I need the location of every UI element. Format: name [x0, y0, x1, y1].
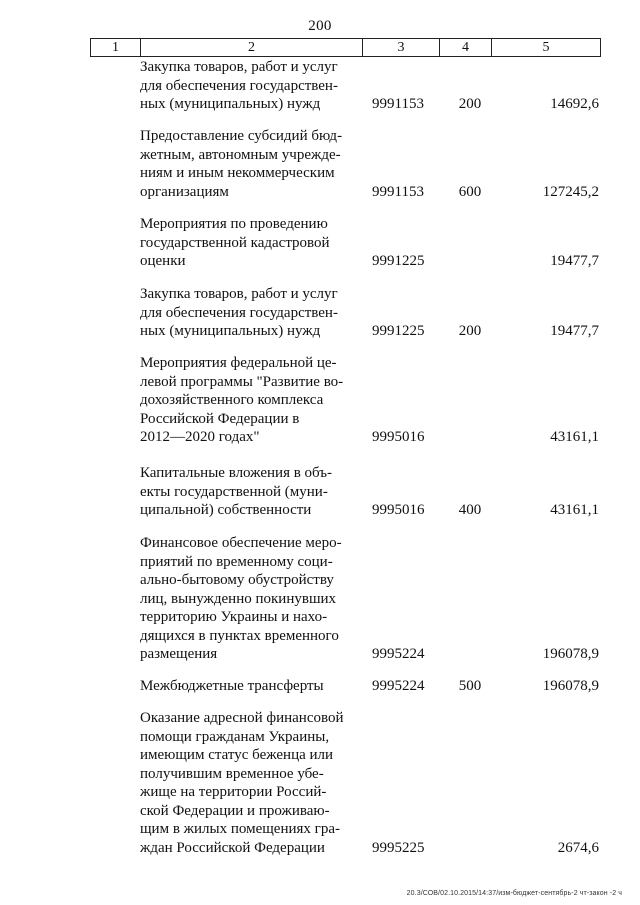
column-number-5: 5 — [492, 39, 601, 57]
description-line: Мероприятия по проведению — [140, 216, 328, 232]
row-description — [140, 285, 347, 341]
description-line: государственной кадастровой — [140, 234, 330, 251]
description-line: Закупка товаров, работ и услуг — [140, 59, 338, 75]
row-amount: 19477,7 — [550, 253, 599, 269]
description-line: щим в жилых помещениях гра- — [140, 821, 340, 837]
description-line: Российской Федерации в — [140, 410, 300, 427]
description-line: лиц, вынужденно покинувших — [140, 590, 337, 607]
description-line: ской Федерации и проживаю- — [140, 802, 330, 819]
row-description — [140, 709, 347, 857]
row-code: 9991153 — [372, 96, 424, 112]
description-line: ждан Российской Федерации — [140, 839, 325, 856]
description-line: организациям — [140, 183, 229, 200]
description-line: жетным, автономным учрежде- — [140, 146, 341, 163]
description-line: дохозяйственного комплекса — [140, 392, 324, 408]
row-description — [140, 534, 347, 664]
row-code: 9991225 — [372, 323, 425, 339]
row-description — [140, 127, 347, 201]
description-line: ниям и иным некоммерческим — [140, 165, 335, 181]
row-description — [140, 215, 347, 271]
row-expense-type: 600 — [458, 183, 482, 200]
description-line: имеющим статус беженца или — [140, 747, 334, 763]
description-line: Межбюджетные трансферты — [140, 678, 324, 694]
row-amount: 19477,7 — [550, 323, 599, 339]
description-line: ных (муниципальных) нужд — [140, 96, 321, 112]
row-expense-type: 400 — [458, 502, 482, 518]
column-header-table — [90, 38, 601, 57]
description-line: 2012—2020 годах" — [140, 429, 260, 445]
description-line: оценки — [140, 253, 186, 269]
description-line: ципальной) собственности — [140, 502, 312, 518]
description-line: ных (муниципальных) нужд — [140, 323, 321, 339]
row-description — [140, 677, 347, 696]
description-line: Предоставление субсидий бюд- — [140, 128, 343, 144]
column-number-4: 4 — [440, 39, 492, 57]
description-line: Мероприятия федеральной це- — [140, 355, 337, 371]
description-line: получившим временное убе- — [140, 765, 324, 782]
row-amount: 43161,1 — [550, 502, 599, 518]
row-expense-type: 200 — [458, 323, 482, 339]
description-line: помощи гражданам Украины, — [140, 728, 330, 745]
footer-note: 20.3/СОВ/02.10.2015/14:37/изм-бюджет-сентябрь-2 чт-закон -2 ч — [406, 890, 622, 897]
row-amount: 14692,6 — [550, 96, 599, 112]
description-line: Финансовое обеспечение меро- — [140, 535, 342, 551]
page-number: 200 — [308, 18, 332, 34]
row-code: 9995224 — [372, 646, 425, 662]
description-line: территорию Украины и нахо- — [140, 609, 328, 625]
description-line: Закупка товаров, работ и услуг — [140, 286, 338, 302]
column-number-3: 3 — [363, 39, 440, 57]
row-expense-type: 200 — [458, 96, 482, 112]
row-amount: 43161,1 — [550, 429, 599, 445]
description-line: приятий по временному соци- — [140, 553, 333, 570]
row-amount: 2674,6 — [557, 839, 599, 856]
column-number-1: 1 — [91, 39, 141, 57]
description-line: левой программы "Развитие во- — [140, 373, 344, 390]
row-amount: 127245,2 — [542, 183, 599, 200]
description-line: размещения — [140, 646, 218, 662]
column-number-2: 2 — [141, 39, 363, 57]
row-expense-type: 500 — [458, 678, 482, 694]
row-code: 9991225 — [372, 253, 425, 269]
row-description — [140, 58, 347, 114]
description-line: Оказание адресной финансовой — [140, 710, 344, 726]
row-code: 9995016 — [372, 502, 425, 518]
description-line: для обеспечения государствен- — [140, 77, 338, 94]
description-line: Капитальные вложения в объ- — [140, 465, 333, 481]
description-line: жище на территории Россий- — [140, 784, 327, 800]
row-description — [140, 354, 347, 447]
row-code: 9995225 — [372, 839, 425, 856]
row-code: 9995224 — [372, 678, 425, 694]
description-line: ально-бытовому обустройству — [140, 572, 334, 588]
description-line: екты государственной (муни- — [140, 483, 328, 500]
description-line: дящихся в пунктах временного — [140, 627, 339, 644]
description-line: для обеспечения государствен- — [140, 304, 338, 321]
row-amount: 196078,9 — [542, 646, 599, 662]
row-code: 9995016 — [372, 429, 425, 445]
row-code: 9991153 — [372, 183, 424, 200]
row-amount: 196078,9 — [542, 678, 599, 694]
row-description — [140, 464, 347, 520]
